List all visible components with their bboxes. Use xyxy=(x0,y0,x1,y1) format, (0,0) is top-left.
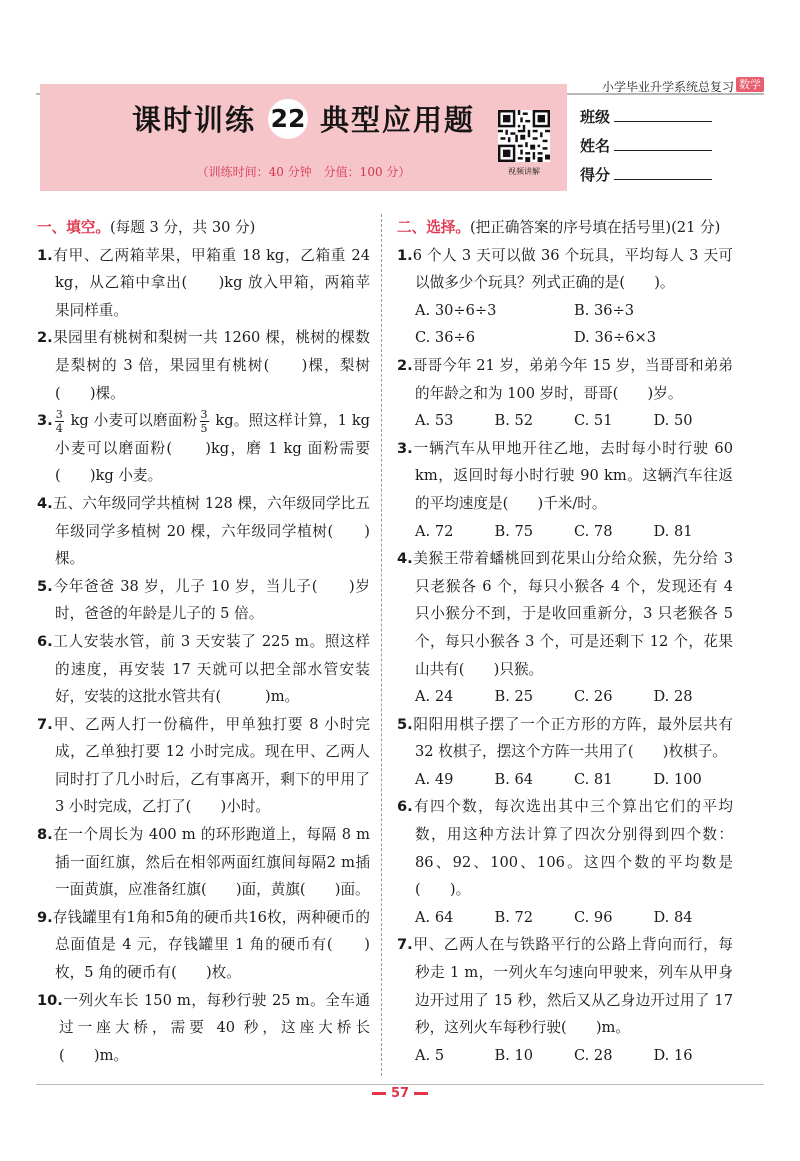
fill-question: 6.工人安装水管，前 3 天安装了 225 m。照这样的速度，再安装 17 天就可以把全部水管安装好，安装的这批水管共有( )m。 xyxy=(37,632,370,706)
fill-question: 9.存钱罐里有1角和5角的硬币共16枚，两种硬币的总面值是 4 元，存钱罐里 1 角的硬币有( )枚，5 角的硬币有( )枚。 xyxy=(37,908,370,982)
fill-heading: 一、填空。(每题 3 分，共 30 分) xyxy=(37,219,256,236)
score-field[interactable]: 得分 xyxy=(580,164,712,185)
score-blank[interactable] xyxy=(614,165,712,180)
fraction: $\frac{3}{4}$ xyxy=(55,407,63,435)
fill-question: 1.有甲、乙两箱苹果，甲箱重 18 kg，乙箱重 24 kg，从乙箱中拿出( )kg 放入甲箱，两箱苹果同样重。 xyxy=(37,246,370,319)
class-field[interactable]: 班级 xyxy=(580,106,712,127)
series-title: 小学毕业升学系统总复习 xyxy=(601,80,734,94)
footer-rule xyxy=(36,1084,764,1085)
choice-question: 5.阳阳用棋子摆了一个正方形的方阵，最外层共有 32 枚棋子，摆这个方阵一共用了( )枚棋子。 xyxy=(397,715,733,761)
fill-question: 10.一列火车长 150 m，每秒行驶 25 m。全车通过一座大桥，需要 40 秒，这座大桥长( )m。 xyxy=(37,991,370,1064)
fill-question: 7.甲、乙两人打一份稿件，甲单独打要 8 小时完成，乙单独打要 12 小时完成。现在甲、乙两人同时打了几小时后，乙有事离开，剩下的甲用了 3 小时完成，乙打了( )小时。 xyxy=(37,715,370,816)
time-score-note: （训练时间：40 分钟 分值：100 分） xyxy=(196,165,411,179)
choice-options: A. 5 B. 10 C. 28 D. 16 xyxy=(415,1046,693,1064)
choice-options: A. 72 B. 75 C. 78 D. 81 xyxy=(415,522,693,540)
fill-question: 5.今年爸爸 38 岁，儿子 10 岁，当儿子( )岁时，爸爸的年龄是儿子的 5 倍。 xyxy=(37,577,370,623)
choice-question: 2.哥哥今年 21 岁，弟弟今年 15 岁，当哥哥和弟弟的年龄之和为 100 岁时，哥哥( )岁。 xyxy=(397,356,733,402)
fill-question: 8.在一个周长为 400 m 的环形跑道上，每隔 8 m插一面红旗，然后在相邻两面红旗间每隔2 m插一面黄旗，应准备红旗( )面，黄旗( )面。 xyxy=(37,826,370,899)
choice-question: 4.美猴王带着蟠桃回到花果山分给众猴，先分给 3 只老猴各 6 个，每只小猴各 4 个，发现还有 4 只小猴分不到，于是收回重新分，3 只老猴各 5 个，每只小猴各 3 个，可是还剩下 12 个，花果山共有( )只猴。 xyxy=(397,550,733,678)
choice-options: A. 24 B. 25 C. 26 D. 28 xyxy=(415,688,693,706)
choice-options: A. 64 B. 72 C. 96 D. 84 xyxy=(415,908,693,926)
fill-question: 2.果园里有桃树和梨树一共 1260 棵，桃树的棵数是梨树的 3 倍，果园里有桃树( )棵，梨树( )棵。 xyxy=(37,329,370,402)
fill-section xyxy=(37,214,370,1069)
page-number: 57 xyxy=(0,1086,800,1101)
page-title xyxy=(40,98,567,142)
name-blank[interactable] xyxy=(614,136,712,151)
title-banner xyxy=(40,84,567,191)
choice-question: 6.有四个数，每次选出其中三个算出它们的平均数，用这种方法计算了四次分别得到四个数：86、92、100、106。这四个数的平均数是( )。 xyxy=(397,798,733,899)
choice-options: A. 53 B. 52 C. 51 D. 50 xyxy=(415,412,693,430)
choice-options: C. 36÷6 D. 36÷6×3 xyxy=(415,329,657,347)
choice-heading: 二、选择。(把正确答案的序号填在括号里)(21 分) xyxy=(397,219,721,236)
choice-options: A. 49 B. 64 C. 81 D. 100 xyxy=(415,770,702,788)
qr-label: 视频讲解 xyxy=(508,167,540,176)
choice-question: 7.甲、乙两人在与铁路平行的公路上背向而行，每秒走 1 m，一列火车匀速向甲驶来，列车从甲身边开过用了 15 秒，然后又从乙身边开过用了 17 秒，这列火车每秒行驶( )m。 xyxy=(397,936,733,1037)
column-divider xyxy=(381,214,382,1076)
choice-question: 1.6 个人 3 天可以做 36 个玩具，平均每人 3 天可以做多少个玩具？列式正确的是( )。 xyxy=(397,246,733,292)
subject-tag: 数学 xyxy=(736,77,764,92)
class-blank[interactable] xyxy=(614,107,712,122)
choice-options: A. 30÷6÷3 B. 36÷3 xyxy=(415,301,635,319)
title-prefix: 课时训练 xyxy=(131,103,256,137)
fill-question: 3. $\frac{3}{4}$ kg 小麦可以磨面粉 $\frac{3}{5}$ kg。照这样计算，1 kg小麦可以磨面粉( )kg，磨 1 kg 面粉需要( )kg 小麦。 xyxy=(37,407,370,485)
fraction: $\frac{3}{5}$ xyxy=(200,407,208,435)
qr-code-icon[interactable] xyxy=(498,110,550,162)
name-field[interactable]: 姓名 xyxy=(580,135,712,156)
fill-question: 4.五、六年级同学共植树 128 棵，六年级同学比五年级同学多植树 20 棵，六年级同学植树( )棵。 xyxy=(37,494,370,568)
choice-section xyxy=(397,214,733,1069)
choice-question: 3.一辆汽车从甲地开往乙地，去时每小时行驶 60 km，返回时每小时行驶 90 km。这辆汽车往返的平均速度是( )千米/时。 xyxy=(397,439,733,512)
title-suffix: 典型应用题 xyxy=(320,103,476,137)
lesson-number: 22 xyxy=(268,99,308,139)
